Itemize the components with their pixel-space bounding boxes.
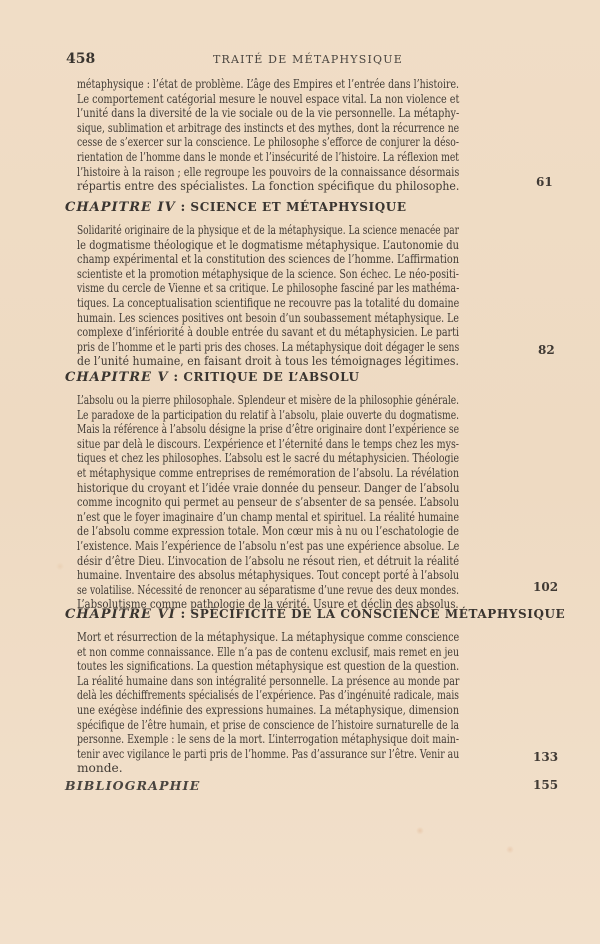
page-ref-chapter-iv: 82 [538, 343, 555, 357]
chapter-number: CHAPITRE VI [65, 607, 176, 622]
text-line: delà les déchiffrements spécialisés de l’expérience. Pas d’ingénuité radicale, mais [77, 688, 459, 703]
chapter-title: CRITIQUE DE L’ABSOLU [183, 370, 360, 384]
text-line: l’unité dans la diversité de la vie sociale ou de la vie personnelle. La métaphy- [77, 106, 460, 121]
text-line: Le paradoxe de la participation du relatif à l’absolu, plaie ouverte du dogmatisme. [77, 407, 459, 422]
chapter-heading-v [65, 370, 360, 385]
text-line: scientiste et la promotion métaphysique de la science. Son échec. Le néo-positi- [77, 266, 459, 281]
page-ref-bibliography: 155 [533, 778, 559, 792]
text-line: tenir avec vigilance le parti pris de l’homme. Pas d’assurance sur l’être. Venir au [77, 746, 460, 761]
chapter-v-summary [77, 393, 459, 612]
text-line: L’absolutisme comme pathologie de la vérité. Usure et déclin des absolus. [77, 597, 459, 612]
text-line: l’existence. Mais l’expérience de l’absolu n’est pas une expérience absolue. Le [77, 538, 460, 553]
text-line: humaine. Inventaire des absolus métaphysiques. Tout concept porté à l’absolu [77, 568, 460, 583]
text-line: sique, sublimation et arbitrage des instincts et des mythes, dont la récurrence ne [77, 120, 460, 135]
chapter-heading-vi [65, 607, 565, 622]
text-line: La réalité humaine dans son intégralité personnelle. La présence au monde par [77, 673, 460, 688]
chapter-title: SCIENCE ET MÉTAPHYSIQUE [190, 200, 407, 214]
text-line: complexe d’infériorité à double entrée du savant et du métaphysicien. Le parti [77, 325, 459, 340]
text-line: situe par delà le discours. L’expérience et l’éternité dans le temps chez les mys- [77, 436, 459, 451]
text-line: humain. Les sciences positives ont besoin d’un soubassement métaphysique. Le [77, 310, 459, 325]
chapter-separator: : [168, 370, 184, 385]
text-line: le dogmatisme théologique et le dogmatisme métaphysique. L’autonomie du [77, 237, 459, 252]
text-line: champ expérimental et la constitution des sciences de l’homme. L’affirmation [77, 252, 460, 267]
text-line: métaphysique : l’état de problème. L’âge des Empires et l’entrée dans l’histoire. [77, 77, 459, 91]
chapter-separator: : [175, 607, 191, 622]
text-line: Mort et résurrection de la métaphysique. La métaphysique comme conscience [77, 630, 460, 644]
text-line: Solidarité originaire de la physique et de la métaphysique. La science menacée par [77, 223, 459, 237]
text-line: désir d’être Dieu. L’invocation de l’absolu ne résout rien, et détruit la réalité [77, 553, 460, 568]
text-line: répartis entre des spécialistes. La fonction spécifique du philosophe. [77, 179, 460, 194]
text-line: rientation de l’homme dans le monde et l’insécurité de l’histoire. La réflexion met [77, 149, 459, 164]
text-line: une exégèse indéfinie des expressions humaines. La métaphysique, dimension [77, 702, 459, 717]
page-number: 458 [66, 51, 96, 67]
text-line: n’est que le foyer imaginaire d’un champ mental et spirituel. La réalité humaine [77, 509, 459, 524]
text-line: spécifique de l’être humain, et prise de conscience de l’histoire surnaturelle de la [77, 717, 459, 732]
text-line: et métaphysique comme entreprises de remémoration de l’absolu. La révélation [77, 465, 459, 480]
text-line: historique du croyant et l’idée vraie donnée du penseur. Danger de l’absolu [77, 480, 460, 495]
chapter-separator: : [175, 200, 191, 215]
page-ref-chapter-v: 102 [533, 580, 559, 594]
running-head [66, 51, 550, 71]
intro-paragraph [77, 77, 459, 194]
bibliography-heading: BIBLIOGRAPHIE [65, 778, 201, 793]
text-line: de l’unité humaine, en faisant droit à tous les témoignages légitimes. [77, 354, 459, 369]
text-line: cesse de s’exercer sur la conscience. Le philosophe s’efforce de conjurer la déso- [77, 135, 459, 150]
text-line: Le comportement catégorial mesure le nouvel espace vital. La non violence et [77, 91, 460, 106]
page-ref-intro: 61 [536, 175, 553, 189]
text-line: se volatilise. Nécessité de renoncer au séparatisme d’une revue des deux mondes. [77, 582, 459, 597]
text-line: et non comme connaissance. Elle n’a pas de contenu exclusif, mais remet en jeu [77, 644, 459, 659]
text-line: toutes les significations. La question métaphysique est question de la question. [77, 659, 460, 674]
text-line: pris de l’homme et le parti pris des choses. La métaphysique doit dégager le sens [77, 339, 460, 354]
text-line: tiques. La conceptualisation scientifique ne recouvre pas la totalité du domaine [77, 295, 460, 310]
book-title: TRAITÉ DE MÉTAPHYSIQUE [213, 53, 403, 66]
text-line: l’histoire à la raison ; elle regroupe les pouvoirs de la connaissance désormais [77, 164, 460, 179]
chapter-number: CHAPITRE V [65, 370, 169, 385]
text-line: Mais la référence à l’absolu désigne la prise d’être originaire dont l’expérience se [77, 422, 459, 437]
text-line: monde. [77, 761, 123, 776]
chapter-heading-iv [65, 200, 407, 215]
text-line: tiques et chez les philosophes. L’absolu est le sacré du métaphysicien. Théologie [77, 451, 459, 466]
chapter-number: CHAPITRE IV [65, 200, 176, 215]
text-line: L’absolu ou la pierre philosophale. Splendeur et misère de la philosophie générale. [77, 393, 459, 407]
chapter-title: SPÉCIFICITÉ DE LA CONSCIENCE MÉTAPHYSIQUE [190, 607, 566, 621]
chapter-vi-summary [77, 630, 459, 776]
text-line: comme incognito qui permet au penseur de s’absenter de sa pensée. L’absolu [77, 495, 459, 510]
text-line: de l’absolu comme expression totale. Mon cœur mis à nu ou l’eschatologie de [77, 524, 459, 539]
text-line: visme du cercle de Vienne et sa critique. Le philosophe fasciné par les mathéma- [77, 281, 460, 296]
chapter-iv-summary [77, 223, 459, 369]
text-line: personne. Exemple : le sens de la mort. L’interrogation métaphysique doit main- [77, 732, 459, 747]
page-ref-chapter-vi: 133 [533, 750, 559, 764]
